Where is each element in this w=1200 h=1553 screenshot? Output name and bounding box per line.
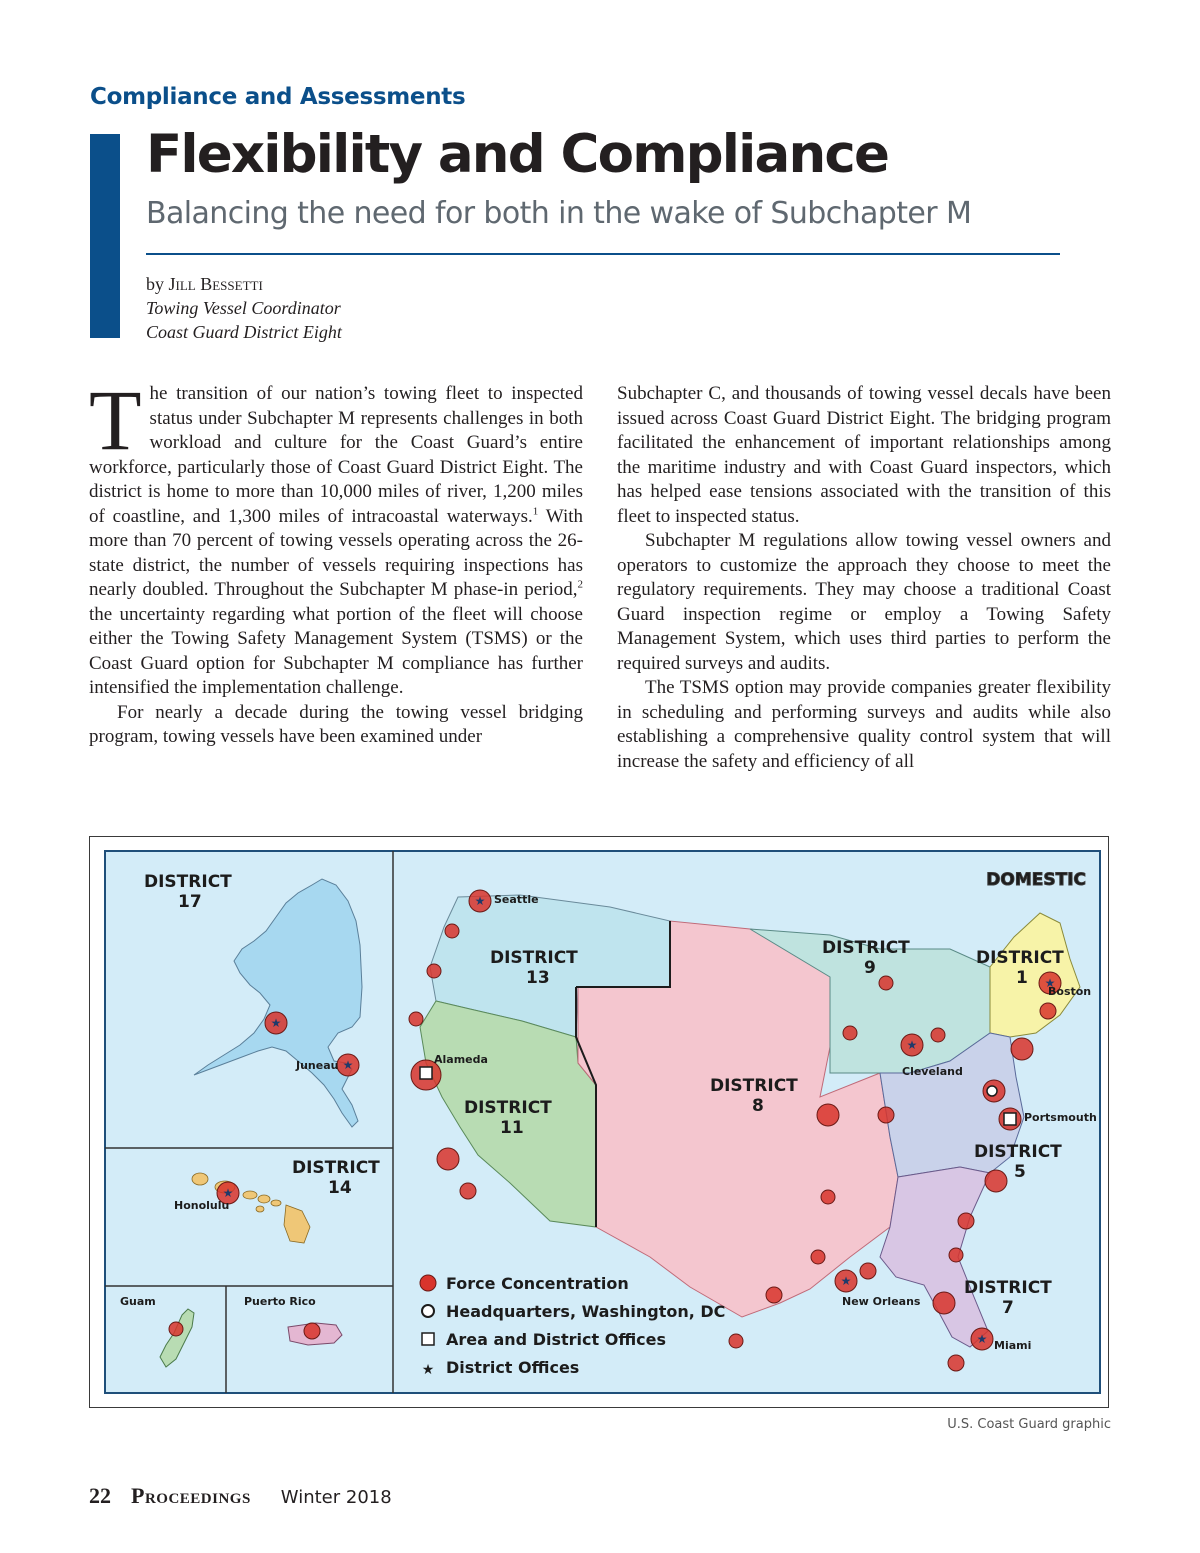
label-district-17-num: 17	[178, 892, 202, 912]
paragraph-4: Subchapter M regulations allow towing vessel owners and operators to customize the approach they choose to meet the regulatory requirements. They may choose a traditional Coast Guard inspection regime or employ a Towing Safety Management System, which uses third parties to perform the required surveys and audits.	[617, 530, 1111, 674]
section-label: Compliance and Assessments	[90, 84, 466, 110]
svg-text:★: ★	[270, 1016, 282, 1030]
city-portsmouth: Portsmouth	[1024, 1111, 1097, 1124]
paragraph-3: Subchapter C, and thousands of towing vessel decals have been issued across Coast Guard District Eight. The bridging program facilitated the enhancement of important relationships among the maritime industry and with Coast Guard inspectors, which has helped ease tensions associated with the transition of this fleet to inspected status.	[617, 383, 1111, 527]
svg-text:★: ★	[906, 1038, 918, 1052]
byline-unit: Coast Guard District Eight	[146, 322, 342, 342]
svg-text:★: ★	[222, 1186, 234, 1200]
drop-cap: T	[89, 372, 142, 468]
article-title: Flexibility and Compliance	[146, 124, 889, 185]
city-seattle: Seattle	[494, 893, 539, 906]
city-cleveland: Cleveland	[902, 1065, 963, 1078]
paragraph-1: The transition of our nation’s towing fleet to inspected status under Subchapter M represents challenges in both workload and culture for the Coast Guard’s entire workforce, particularly those of Coast Guard District Eight. The district is home to more than 10,000 miles of river, 1,200 miles of coastline, and 1,300 miles of intracoastal waterways.$^1$ With more than 70 percent of towing vessels operating across the 26-state district, the number of vessels requiring inspections has nearly doubled. Throughout the Subchapter M phase-in period,$^2$ the uncertainty regarding what portion of the fleet will choose either the Towing Safety Management System (TSMS) or the Coast Guard option for Subchapter M compliance has further intensified the implementation challenge.	[89, 372, 583, 698]
accent-bar	[90, 134, 120, 338]
domestic-badge: DOMESTIC	[986, 870, 1086, 890]
label-district-1-name: DISTRICT	[976, 948, 1064, 968]
legend-hq-icon	[422, 1305, 434, 1317]
city-honolulu: Honolulu	[174, 1199, 230, 1212]
city-juneau: Juneau	[296, 1059, 339, 1072]
label-district-9-name: DISTRICT	[822, 938, 910, 958]
footnote-1: 1	[532, 505, 539, 518]
label-district-9-num: 9	[864, 958, 876, 978]
legend-district-icon: ★	[421, 1362, 435, 1378]
byline	[146, 272, 342, 344]
article-column-left	[89, 372, 583, 750]
city-new-orleans: New Orleans	[842, 1295, 921, 1308]
svg-text:★: ★	[1044, 976, 1056, 990]
headquarters-marker	[987, 1086, 997, 1096]
publication-name: Proceedings	[131, 1483, 251, 1508]
svg-text:★: ★	[840, 1274, 852, 1288]
label-district-8-num: 8	[752, 1096, 764, 1116]
legend-force: Force Concentration	[446, 1274, 629, 1293]
byline-by: by	[146, 274, 164, 294]
map-caption: U.S. Coast Guard graphic	[947, 1417, 1111, 1432]
page-number: 22	[89, 1483, 111, 1508]
paragraph-5: The TSMS option may provide companies greater flexibility in scheduling and performing surveys and audits while also establishing a comprehensive quality control system that will increase the safety and efficiency of all	[617, 677, 1111, 772]
legend-force-icon	[420, 1275, 436, 1291]
label-district-17-name: DISTRICT	[144, 872, 232, 892]
label-district-7-num: 7	[1002, 1298, 1014, 1318]
city-miami: Miami	[994, 1339, 1032, 1352]
article-subtitle: Balancing the need for both in the wake of Subchapter M	[146, 196, 972, 231]
issue-date: Winter 2018	[280, 1487, 392, 1508]
article-column-right	[617, 382, 1111, 774]
label-district-11-num: 11	[500, 1118, 524, 1138]
svg-text:★: ★	[976, 1332, 988, 1346]
area-office-portsmouth	[1004, 1113, 1016, 1125]
label-district-7-name: DISTRICT	[964, 1278, 1052, 1298]
city-puerto-rico: Puerto Rico	[244, 1295, 316, 1308]
area-office-alameda	[420, 1067, 432, 1079]
byline-role: Towing Vessel Coordinator	[146, 298, 341, 318]
district-map	[89, 836, 1109, 1408]
label-district-13-num: 13	[526, 968, 550, 988]
label-district-8-name: DISTRICT	[710, 1076, 798, 1096]
label-district-13-name: DISTRICT	[490, 948, 578, 968]
legend-area-icon	[422, 1333, 434, 1345]
label-district-14-name: DISTRICT	[292, 1158, 380, 1178]
legend-area: Area and District Offices	[446, 1330, 667, 1349]
legend-district: District Offices	[446, 1358, 580, 1377]
district-map-graphic	[90, 837, 1107, 1406]
paragraph-2: For nearly a decade during the towing vessel bridging program, towing vessels have been examined under	[89, 701, 583, 747]
label-district-1-num: 1	[1016, 968, 1028, 988]
city-guam: Guam	[120, 1295, 156, 1308]
label-district-11-name: DISTRICT	[464, 1098, 552, 1118]
legend-hq: Headquarters, Washington, DC	[446, 1302, 726, 1321]
label-district-14-num: 14	[328, 1178, 352, 1198]
label-district-5-name: DISTRICT	[974, 1142, 1062, 1162]
title-divider	[146, 253, 1060, 255]
byline-author: Jill Bessetti	[168, 274, 263, 294]
label-district-5-num: 5	[1014, 1162, 1026, 1182]
svg-text:★: ★	[342, 1058, 354, 1072]
city-alameda: Alameda	[434, 1053, 488, 1066]
footnote-2: 2	[577, 578, 583, 591]
city-boston: Boston	[1048, 985, 1092, 998]
svg-text:★: ★	[474, 894, 486, 908]
page-footer	[89, 1483, 392, 1509]
